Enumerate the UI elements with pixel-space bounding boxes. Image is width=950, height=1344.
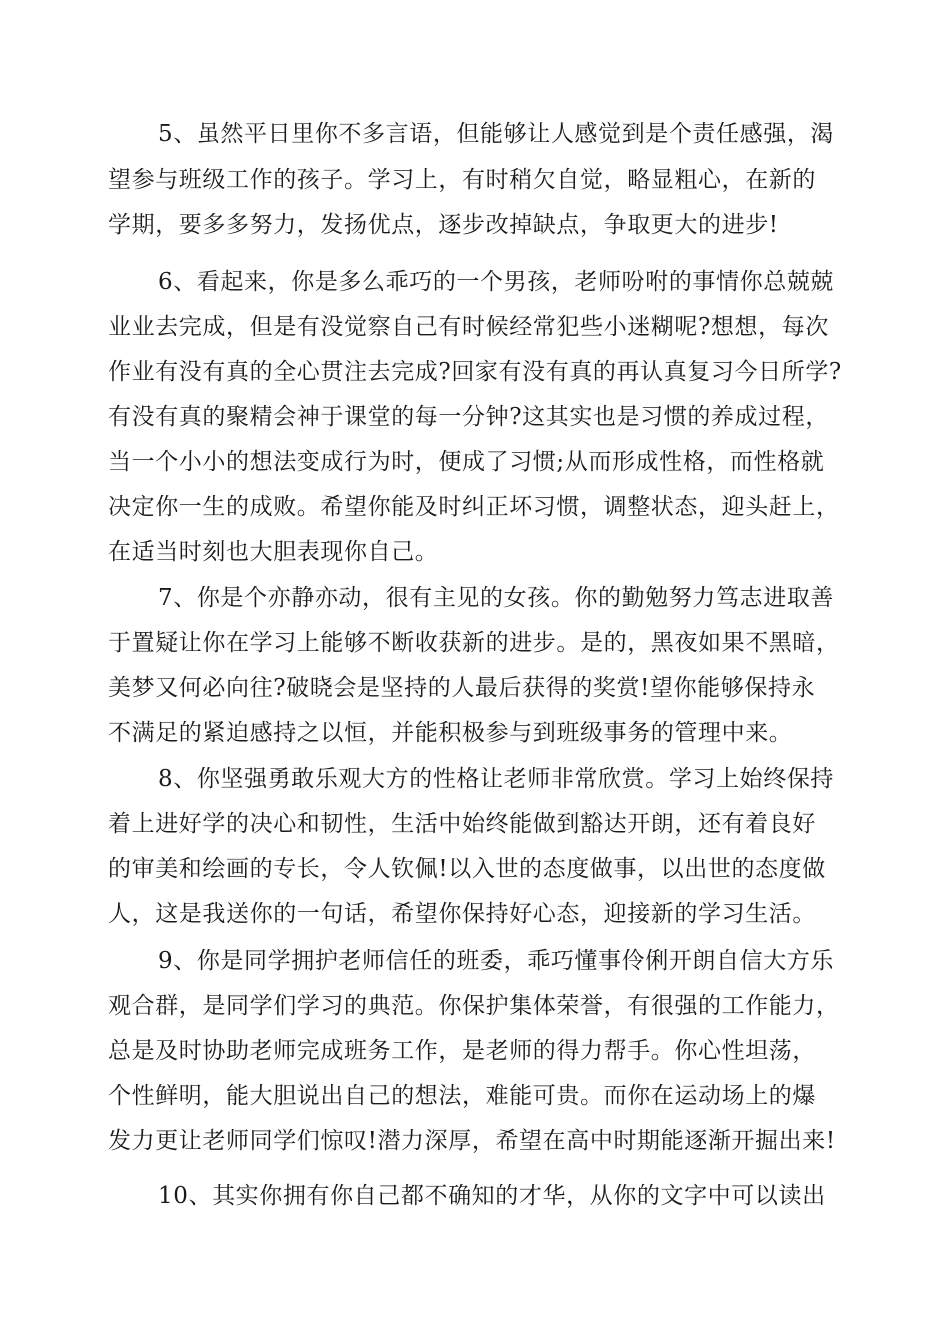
- paragraph-6-line-3: 作业有没有真的全心贯注去完成?回家有没有真的再认真复习今日所学?: [108, 359, 842, 385]
- paragraph-9-line-1: 9、你是同学拥护老师信任的班委，乖巧懂事伶俐开朗自信大方乐: [158, 948, 835, 974]
- paragraph-7-line-4: 不满足的紧迫感持之以恒，并能积极参与到班级事务的管理中来。: [108, 720, 793, 746]
- paragraph-9-line-4: 个性鲜明，能大胆说出自己的想法，难能可贵。而你在运动场上的爆: [108, 1083, 816, 1109]
- paragraph-5-line-2: 望参与班级工作的孩子。学习上，有时稍欠自觉，略显粗心，在新的: [108, 167, 816, 193]
- paragraph-6-line-4: 有没有真的聚精会神于课堂的每一分钟?这其实也是习惯的养成过程，: [108, 404, 829, 430]
- paragraph-8-line-1: 8、你坚强勇敢乐观大方的性格让老师非常欣赏。学习上始终保持: [158, 766, 835, 792]
- paragraph-6-line-5: 当一个小小的想法变成行为时，便成了习惯;从而形成性格，而性格就: [108, 449, 825, 475]
- paragraph-8-line-4: 人，这是我送你的一句话，希望你保持好心态，迎接新的学习生活。: [108, 901, 816, 927]
- paragraph-5-line-3: 学期，要多多努力，发扬优点，逐步改掉缺点，争取更大的进步!: [108, 212, 779, 238]
- paragraph-7-line-3: 美梦又何必向往?破晓会是坚持的人最后获得的奖赏!望你能够保持永: [108, 675, 816, 701]
- paragraph-6-line-1: 6、看起来，你是多么乖巧的一个男孩，老师吩咐的事情你总兢兢: [158, 269, 835, 295]
- paragraph-9-line-2: 观合群，是同学们学习的典范。你保护集体荣誉，有很强的工作能力，: [108, 993, 840, 1019]
- paragraph-6-line-7: 在适当时刻也大胆表现你自己。: [108, 539, 439, 565]
- paragraph-7-line-2: 于置疑让你在学习上能够不断收获新的进步。是的，黑夜如果不黑暗，: [108, 630, 840, 656]
- paragraph-6-line-6: 决定你一生的成败。希望你能及时纠正坏习惯，调整状态，迎头赶上，: [108, 494, 840, 520]
- paragraph-8-line-3: 的审美和绘画的专长，令人钦佩!以入世的态度做事，以出世的态度做: [108, 856, 826, 882]
- paragraph-10-line-1: 10、其实你拥有你自己都不确知的才华，从你的文字中可以读出: [158, 1183, 826, 1209]
- paragraph-9-line-5: 发力更让老师同学们惊叹!潜力深厚，希望在高中时期能逐渐开掘出来!: [108, 1128, 836, 1154]
- paragraph-5-line-1: 5、虽然平日里你不多言语，但能够让人感觉到是个责任感强，渴: [158, 121, 835, 147]
- paragraph-7-line-1: 7、你是个亦静亦动，很有主见的女孩。你的勤勉努力笃志进取善: [158, 585, 835, 611]
- paragraph-9-line-3: 总是及时协助老师完成班务工作，是老师的得力帮手。你心性坦荡，: [108, 1038, 816, 1064]
- paragraph-8-line-2: 着上进好学的决心和韧性，生活中始终能做到豁达开朗，还有着良好: [108, 811, 816, 837]
- paragraph-6-line-2: 业业去完成，但是有没觉察自己有时候经常犯些小迷糊呢?想想，每次: [108, 314, 829, 340]
